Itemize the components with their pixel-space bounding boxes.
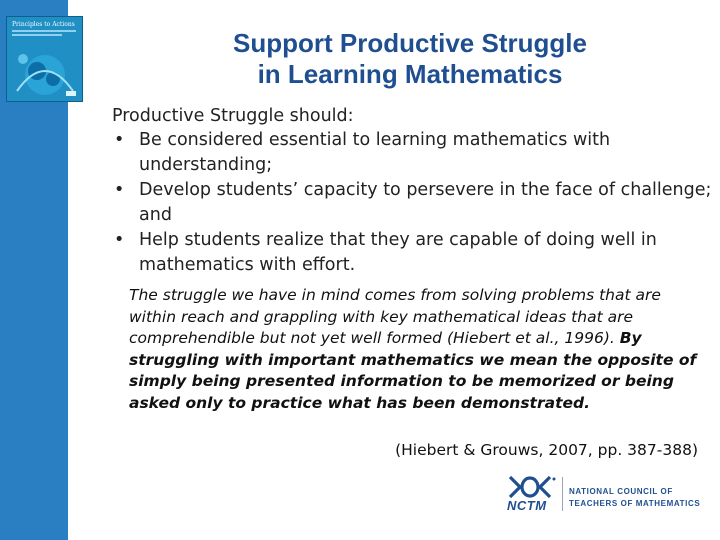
nctm-wordmark: NCTM [507, 498, 547, 513]
intro-text: Productive Struggle should: [112, 106, 354, 126]
citation: (Hiebert & Grouws, 2007, pp. 387-388) [395, 441, 698, 459]
bullet-item [112, 128, 712, 177]
nctm-logo [504, 473, 704, 515]
logo-divider [562, 477, 563, 511]
slide-title [100, 28, 720, 90]
quote-bold: By struggling with important mathematics we mean the opposite of simply being presented information to be memorized or being asked only to practice what has been demonstrated. [129, 329, 697, 412]
quote-block [129, 285, 704, 414]
book-publisher-mark [66, 91, 76, 96]
bullet-text: Be considered essential to learning mathematics with understanding; [139, 130, 611, 175]
nctm-fullname-line-1: NATIONAL COUNCIL OF [569, 487, 673, 496]
nctm-fullname-line-2: TEACHERS OF MATHEMATICS [569, 499, 701, 508]
bullet-item [112, 228, 712, 277]
quote-plain: The struggle we have in mind comes from solving problems that are within reach and grappling with key mathematical ideas that are comprehendible but not yet well formed (Hiebert et al., 1996). [129, 286, 661, 347]
nctm-fullname [569, 486, 700, 510]
bullet-dot: • [114, 180, 125, 200]
bullet-list [112, 128, 712, 278]
bullet-text: Develop students’ capacity to persevere in the face of challenge; and [139, 180, 712, 225]
book-cover-thumbnail [6, 16, 83, 102]
bullet-text: Help students realize that they are capable of doing well in mathematics with effort. [139, 230, 657, 275]
bullet-dot: • [114, 130, 125, 150]
title-line-2: in Learning Mathematics [257, 59, 563, 89]
bullet-item [112, 178, 712, 227]
book-cover-subtitle-line [12, 30, 76, 32]
book-cover-title: Principles to Actions [12, 21, 75, 28]
bullet-dot: • [114, 230, 125, 250]
title-line-1: Support Productive Struggle [233, 28, 587, 58]
book-cover-subtitle-line [12, 34, 62, 36]
